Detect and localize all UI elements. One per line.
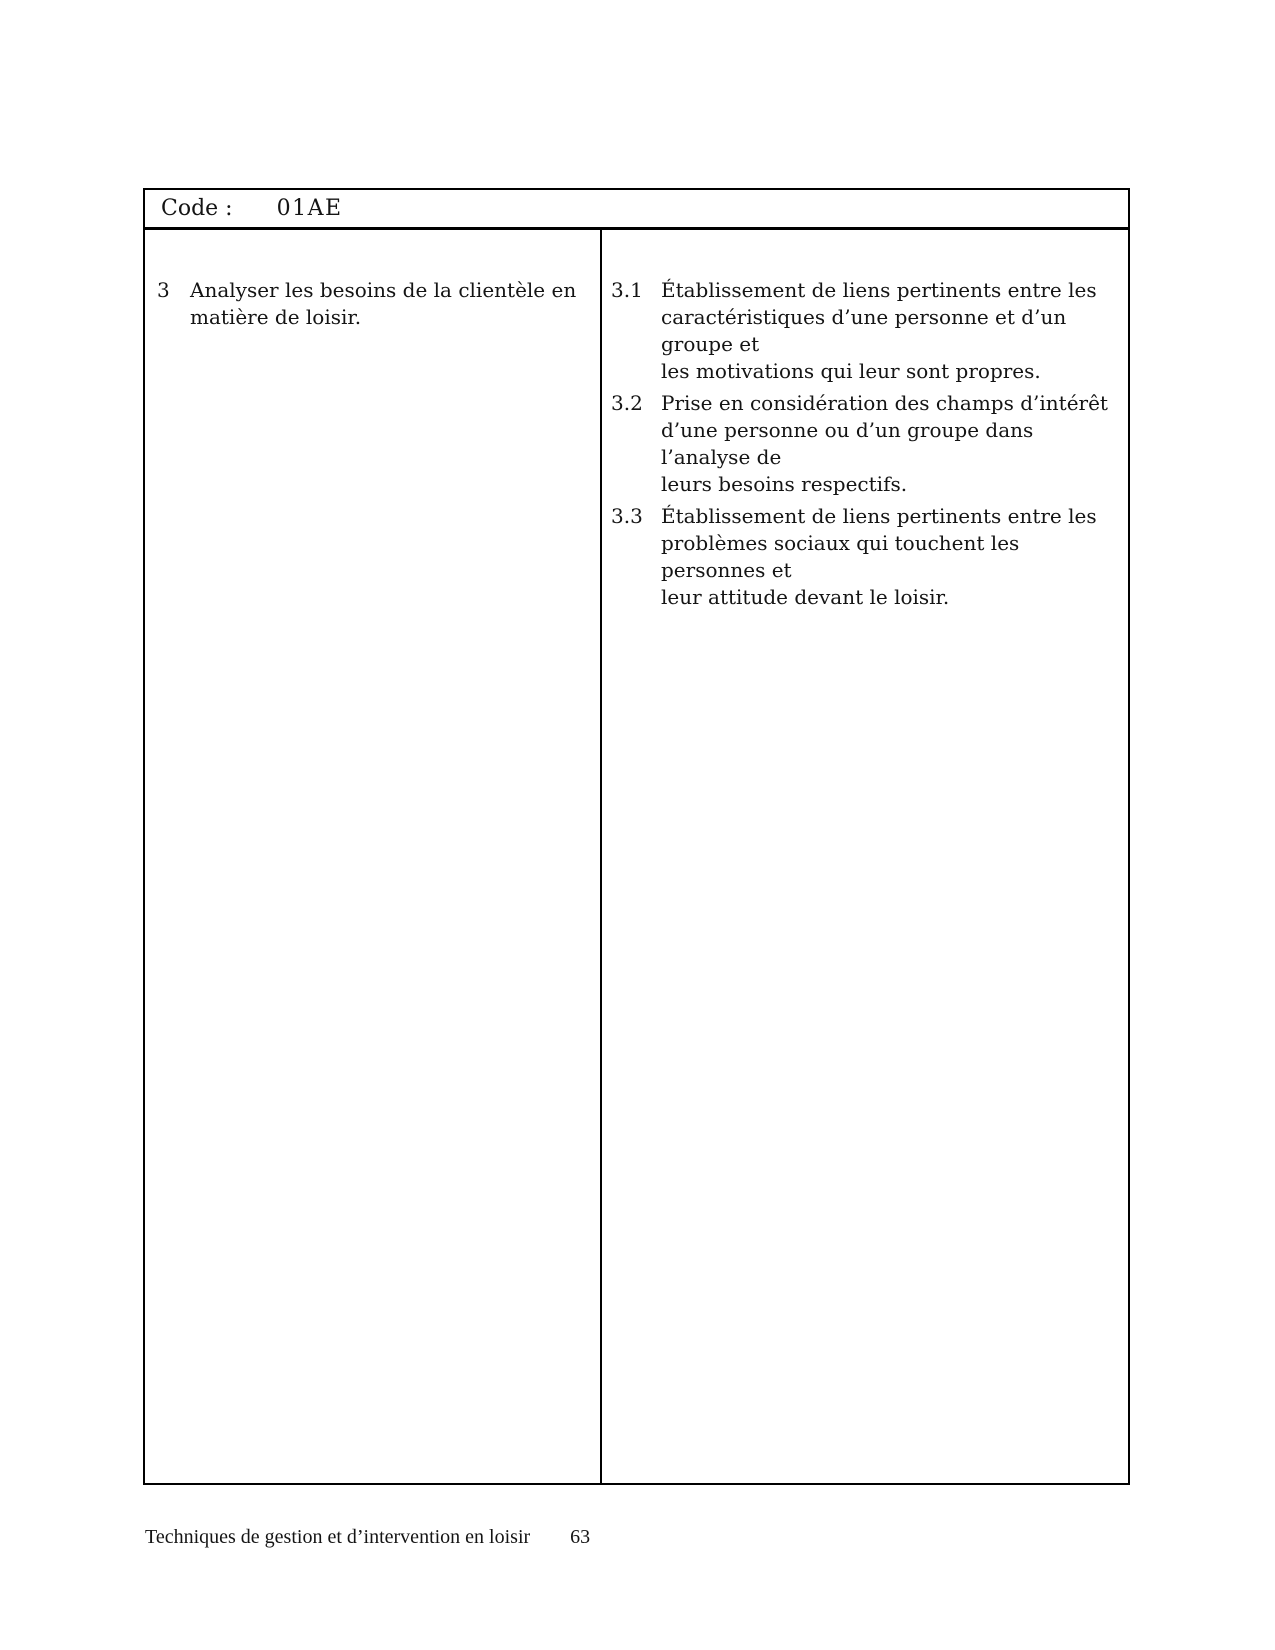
text-line: problèmes sociaux qui touchent les personnes et [661, 531, 1020, 582]
text-line: Analyser les besoins de la clientèle en [190, 278, 577, 302]
text-line: Établissement de liens pertinents entre les [661, 504, 1097, 528]
objective-text [190, 277, 590, 331]
code-value: 01AE [276, 196, 343, 221]
text-line: Établissement de liens pertinents entre les [661, 278, 1097, 302]
code-header-box [143, 188, 1130, 227]
text-line: caractéristiques d’une personne et d’un groupe et [661, 305, 1067, 356]
objective-item [157, 277, 590, 331]
criterion-text [661, 503, 1122, 611]
code-label: Code : [161, 196, 233, 221]
content-table [143, 227, 1130, 1485]
criterion-text [661, 390, 1122, 498]
criterion-row [611, 277, 1122, 385]
text-line: d’une personne ou d’un groupe dans l’analyse de [661, 418, 1034, 469]
objective-cell [145, 230, 602, 1483]
criteria-cell [602, 230, 1128, 1483]
criterion-text [661, 277, 1122, 385]
text-line: les motivations qui leur sont propres. [661, 359, 1041, 383]
footer [145, 1526, 590, 1549]
criterion-row [611, 503, 1122, 611]
text-line: Prise en considération des champs d’intérêt [661, 391, 1108, 415]
criterion-number: 3.2 [611, 391, 643, 415]
page-number: 63 [570, 1526, 591, 1548]
criterion-number: 3.1 [611, 278, 643, 302]
footer-title: Techniques de gestion et d’intervention en loisir [145, 1526, 531, 1548]
text-line: matière de loisir. [190, 305, 362, 329]
objective-number: 3 [157, 278, 170, 302]
criterion-row [611, 390, 1122, 498]
text-line: leurs besoins respectifs. [661, 472, 908, 496]
text-line: leur attitude devant le loisir. [661, 585, 950, 609]
criterion-number: 3.3 [611, 504, 643, 528]
